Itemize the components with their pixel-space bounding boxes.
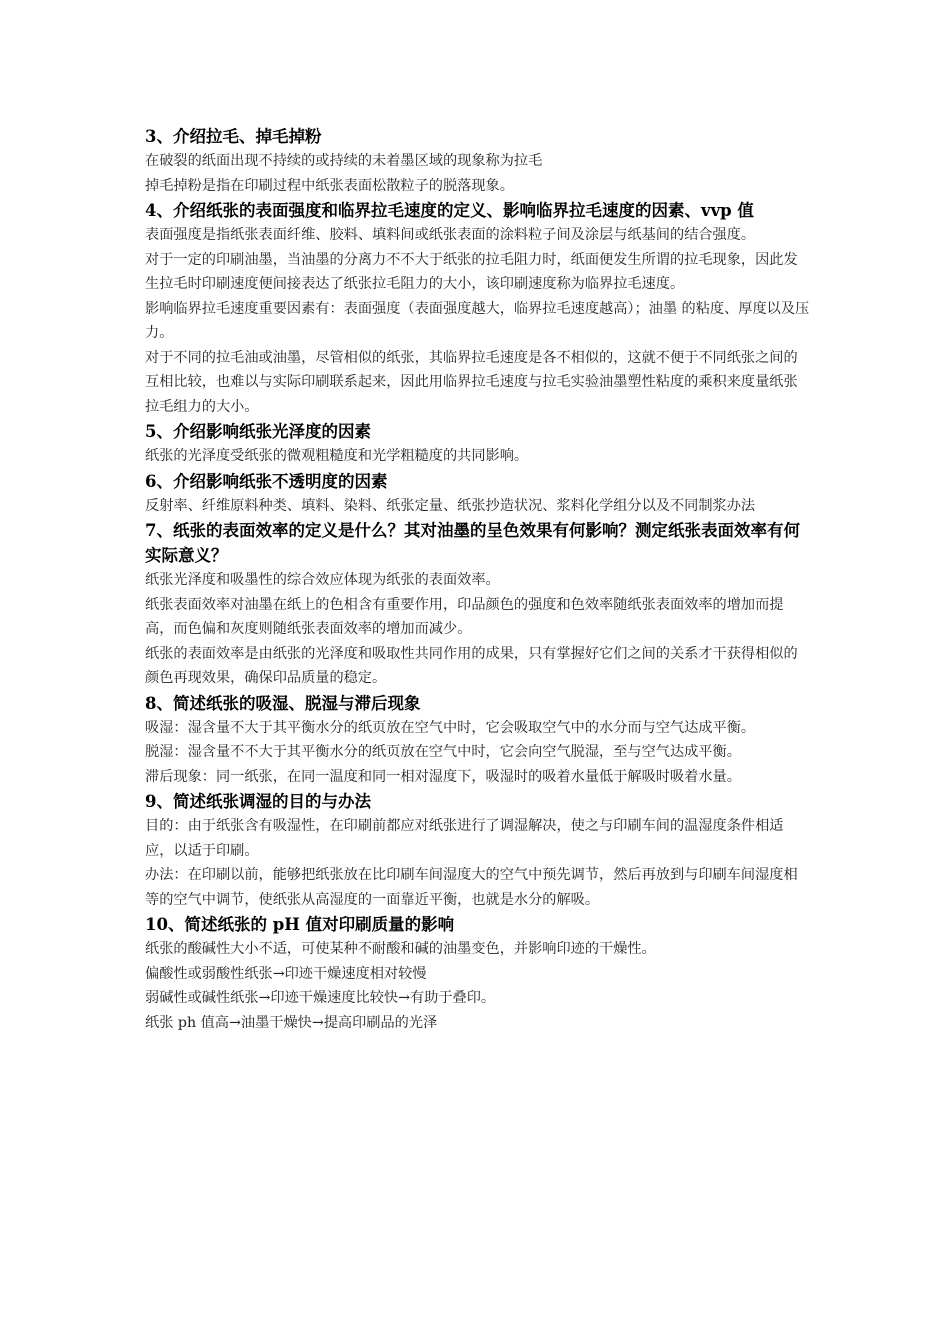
paragraph: 目的：由于纸张含有吸湿性，在印刷前都应对纸张进行了调湿解决，使之与印刷车间的温湿度条件相适应，以适于印刷。: [145, 818, 784, 859]
paragraph: 纸张的表面效率是由纸张的光泽度和吸取性共同作用的成果，只有掌握好它们之间的关系才干获得相似的颜色再现效果，确保印品质量的稳定。: [145, 645, 798, 686]
section-8: [145, 691, 810, 790]
paragraph: 反射率、纤维原料种类、填料、染料、纸张定量、纸张抄造状况、浆料化学组分以及不同制浆办法: [145, 497, 756, 514]
section-heading: 3、介绍拉毛、掉毛掉粉: [145, 127, 322, 146]
paragraph: 对于一定的印刷油墨，当油墨的分离力不不大于纸张的拉毛阻力时，纸面便发生所谓的拉毛现象，因此发生拉毛时印刷速度便间接表达了纸张拉毛阻力的大小，该印刷速度称为临界拉毛速度。: [145, 251, 798, 292]
paragraph: 影响临界拉毛速度重要因素有：表面强度（表面强度越大，临界拉毛速度越高）；油墨 的粘度、厚度以及压力。: [145, 300, 810, 341]
section-heading: 7、纸张的表面效率的定义是什么？其对油墨的呈色效果有何影响？测定纸张表面效率有何实际意义？: [145, 521, 800, 565]
paragraph: 偏酸性或弱酸性纸张→印迹干燥速度相对较慢: [145, 965, 427, 982]
paragraph: 掉毛掉粉是指在印刷过程中纸张表面松散粒子的脱落现象。: [145, 177, 514, 194]
paragraph: 表面强度是指纸张表面纤维、胶料、填料间或纸张表面的涂料粒子间及涂层与纸基间的结合强度。: [145, 227, 756, 243]
paragraph: 在破裂的纸面出现不持续的或持续的未着墨区域的现象称为拉毛: [145, 153, 543, 169]
section-10: [145, 912, 810, 1035]
paragraph: 弱碱性或碱性纸张→印迹干燥速度比较快→有助于叠印。: [145, 990, 496, 1006]
paragraph: 纸张光泽度和吸墨性的综合效应体现为纸张的表面效率。: [145, 572, 500, 588]
paragraph: 纸张的酸碱性大小不适，可使某种不耐酸和碱的油墨变色，并影响印迹的干燥性。: [145, 941, 656, 957]
section-heading: 8、简述纸张的吸湿、脱湿与滞后现象: [145, 693, 421, 713]
paragraph: 吸湿：湿含量不大于其平衡水分的纸页放在空气中时，它会吸取空气中的水分而与空气达成平衡。: [145, 719, 756, 736]
section-heading: 10、简述纸张的 pH 值对印刷质量的影响: [145, 915, 455, 934]
section-3: [145, 124, 810, 198]
section-heading: 5、介绍影响纸张光泽度的因素: [145, 422, 371, 441]
paragraph: 纸张表面效率对油墨在纸上的色相含有重要作用，印品颜色的强度和色效率随纸张表面效率的增加而提高，而色偏和灰度则随纸张表面效率的增加而减少。: [145, 596, 784, 637]
section-heading: 9、简述纸张调湿的目的与办法: [145, 792, 371, 811]
section-heading: 4、介绍纸张的表面强度和临界拉毛速度的定义、影响临界拉毛速度的因素、vvp 值: [145, 201, 754, 220]
document-body: [145, 124, 810, 1035]
paragraph: 脱湿：湿含量不不大于其平衡水分的纸页放在空气中时，它会向空气脱湿，至与空气达成平衡。: [145, 744, 741, 760]
paragraph: 对于不同的拉毛油或油墨，尽管相似的纸张，其临界拉毛速度是各不相似的，这就不便于不同纸张之间的互相比较，也难以与实际印刷联系起来，因此用临界拉毛速度与拉毛实验油墨塑性粘度的乘积来度量纸张拉毛组力的大小。: [145, 349, 798, 415]
section-heading: 6、介绍影响纸张不透明度的因素: [145, 471, 388, 491]
section-4: [145, 198, 810, 419]
section-7: [145, 518, 810, 691]
paragraph: 滞后现象：同一纸张，在同一温度和同一相对湿度下，吸湿时的吸着水量低于解吸时吸着水量。: [145, 768, 741, 785]
section-5: [145, 419, 810, 469]
section-6: [145, 469, 810, 519]
paragraph: 纸张的光泽度受纸张的微观粗糙度和光学粗糙度的共同影响。: [145, 448, 529, 464]
section-9: [145, 789, 810, 912]
paragraph: 办法：在印刷以前，能够把纸张放在比印刷车间湿度大的空气中预先调节，然后再放到与印刷车间湿度相等的空气中调节，使纸张从高湿度的一面靠近平衡，也就是水分的解吸。: [145, 867, 798, 908]
paragraph: 纸张 ph 值高→油墨干燥快→提高印刷品的光泽: [145, 1014, 438, 1031]
